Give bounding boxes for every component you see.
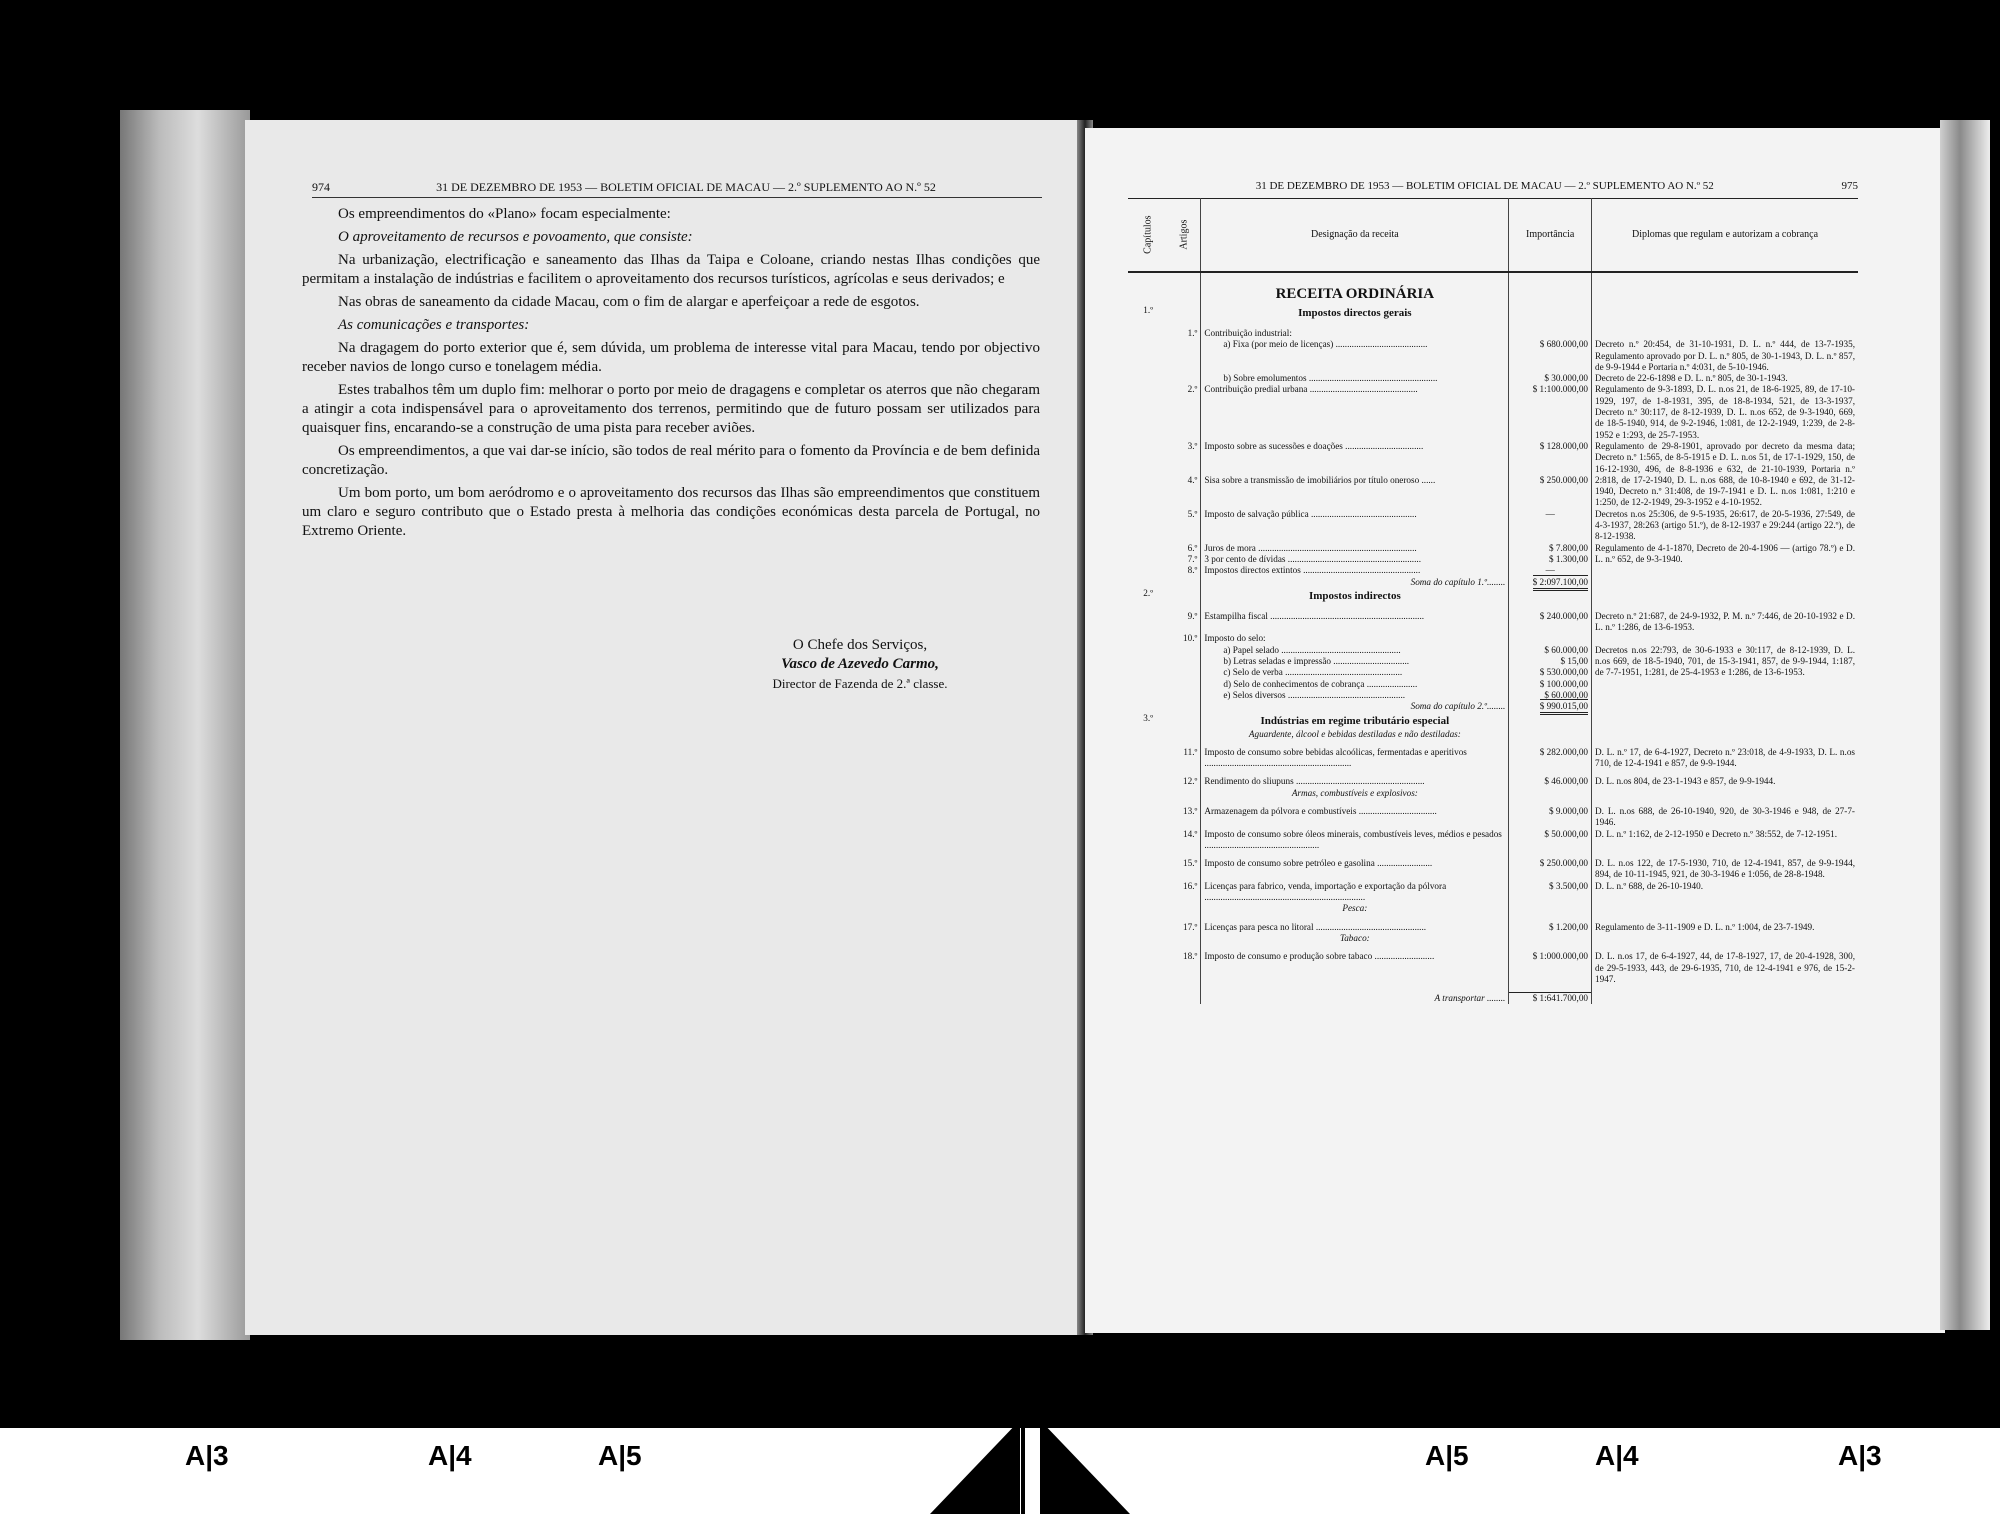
left-page-header-title: 31 DE DEZEMBRO DE 1953 — BOLETIM OFICIAL DE MACAU — 2.º SUPLEMENTO AO N.º 52 bbox=[436, 180, 936, 194]
table-row: b) Letras seladas e impressão ................................. $ 15,00 bbox=[1128, 656, 1858, 667]
film-marker: A|3 bbox=[185, 1440, 229, 1471]
col-header-chapters: Capítulos bbox=[1128, 199, 1168, 273]
right-page-number: 975 bbox=[1841, 180, 1858, 192]
paragraph: Os empreendimentos, a que vai dar-se início, são todos de real mérito para o fomento da Província e de bem definida concretização. bbox=[302, 443, 1040, 478]
table-row: 18.º Imposto de consumo e produção sobre tabaco .......................... $ 1:000.000,00 D. L. n.os 17, de 6-4-1927, 44, de 17-8-1927, 17, de 20-4-1928, 300, de 29-5-1933, 443, de 29-6-1935, 710, de 12-4-1941 e 976, de 15-2-1947. bbox=[1128, 951, 1858, 985]
signature-block bbox=[700, 636, 1020, 693]
table-row: 13.º Armazenagem da pólvora e combustíveis .................................. $ 9.000,00 D. L. n.os 688, de 26-10-1940, 920, de 30-3-1946 e 948, de 27-7-1946. bbox=[1128, 806, 1858, 829]
paragraph: Na dragagem do porto exterior que é, sem dúvida, um problema de interesse vital para Macau, tendo por objectivo receber navios de longo curso e tonelagem média. bbox=[302, 340, 1040, 375]
table-row: 9.º Estampilha fiscal ................................................................... $ 240.000,00 Decreto n.º 21:687, de 24-9-1932, P. M. n.º 7:446, de 20-10-1932 e D. L. n.º 1:286, de 13-6-1953. bbox=[1128, 611, 1858, 634]
book-edge-left bbox=[120, 110, 250, 1340]
signature-title: Director de Fazenda de 2.ª classe. bbox=[772, 676, 948, 691]
table-row: 5.º Imposto de salvação pública .............................................. — Decretos n.os 25:306, de 9-5-1935, 26:617, de 20-5-1936, 27:549, de 4-3-1937, 28:263 (artigo 51.º), de 8-12-1937 e 29:244 (artigo 22.º), de 8-12-1938. bbox=[1128, 509, 1858, 543]
main-heading: RECEITA ORDINÁRIA bbox=[1201, 272, 1509, 305]
table-header-row bbox=[1128, 199, 1858, 273]
left-page-header bbox=[312, 180, 1042, 198]
table-row: 10.º Imposto do selo: bbox=[1128, 633, 1858, 644]
film-notch-right bbox=[1040, 1420, 1130, 1514]
table-row: c) Selo de verba ................................................... $ 530.000,00 bbox=[1128, 667, 1858, 678]
table-row: 1.º Contribuição industrial: bbox=[1128, 328, 1858, 339]
col-header-designation: Designação da receita bbox=[1201, 199, 1509, 273]
table-row: 12.º Rendimento do sliupuns ........................................................ $ 46.000,00 D. L. n.os 804, de 23-1-1943 e 857, de 9-9-1944. bbox=[1128, 776, 1858, 787]
right-page-header-title: 31 DE DEZEMBRO DE 1953 — BOLETIM OFICIAL DE MACAU — 2.º SUPLEMENTO AO N.º 52 bbox=[1255, 180, 1714, 192]
film-marker: A|5 bbox=[598, 1440, 642, 1471]
film-divider bbox=[1021, 1420, 1025, 1514]
paragraph: As comunicações e transportes: bbox=[338, 317, 530, 333]
subsection-row: Tabaco: bbox=[1128, 933, 1858, 944]
table-row: a) Fixa (por meio de licenças) ........................................ $ 680.000,00 Decreto n.º 20:454, de 31-10-1931, D. L. n.º 444, de 13-7-1935, Regulamento aprovado por D. L. n.º 805, de 30-1-1943, D. L. n.º 857, de 9-9-1944 e Portaria n.º 4:031, de 5-10-1946. bbox=[1128, 339, 1858, 373]
section-title: Impostos directos gerais bbox=[1201, 305, 1509, 321]
paragraph: Na urbanização, electrificação e saneamento das Ilhas da Taipa e Coloane, criando nestas Ilhas condições que permitam a instalação de indústrias e facilitem o aproveitamento dos recursos turísticos, agrícolas e seus derivados; e bbox=[302, 252, 1040, 287]
table-row: a) Papel selado .................................................... $ 60.000,00 Decretos n.os 22:793, de 30-6-1933 e 30:117, de 8-12-1939, D. L. n.os 669, de 18-5-1940, 701, de 15-3-1941, 857, de 9-9-1944, 1:187, de 7-7-1951, 1:281, de 25-4-1953 e 1:286, de 13-6-1953. bbox=[1128, 645, 1858, 656]
right-page-header bbox=[1128, 180, 1858, 192]
revenue-table bbox=[1128, 198, 1858, 1004]
film-marker: A|4 bbox=[428, 1440, 472, 1471]
table-row: 11.º Imposto de consumo sobre bebidas alcoólicas, fermentadas e aperitivos ................................................................ $ 282.000,00 D. L. n.º 17, de 6-4-1927, Decreto n.º 23:018, de 4-9-1933, D. L. n.os 710, de 12-4-1941 e 857, de 9-9-1944. bbox=[1128, 747, 1858, 770]
chapter-number: 1.º bbox=[1143, 305, 1154, 315]
table-row: 6.º Juros de mora ..................................................................... $ 7.800,00 Regulamento de 4-1-1870, Decreto de 20-4-1906 — (artigo 78.º) e D. L. n.º 652, de 9-3-1940. bbox=[1128, 543, 1858, 554]
col-header-amount: Importância bbox=[1509, 199, 1592, 273]
table-row: b) Sobre emolumentos ........................................................ $ 30.000,00 Decreto de 22-6-1898 e D. L. n.º 805, de 30-1-1943. bbox=[1128, 373, 1858, 384]
table-row: 14.º Imposto de consumo sobre óleos minerais, combustíveis leves, médios e pesados .................................................. $ 50.000,00 D. L. n.º 1:162, de 2-12-1950 e Decreto n.º 38:552, de 7-12-1951. bbox=[1128, 829, 1858, 852]
film-notch-left bbox=[930, 1420, 1020, 1514]
table-row bbox=[1128, 272, 1858, 305]
section-row: 3.º Indústrias em regime tributário especial bbox=[1128, 713, 1858, 729]
chapter-sum-row: Soma do capítulo 2.º........ $ 990.015,00 bbox=[1128, 701, 1858, 712]
table-row: 3.º Imposto sobre as sucessões e doações .................................. $ 128.000,00 Regulamento de 29-8-1901, aprovado por decreto da mesma data; Decreto n.º 1:565, de 8-5-1915 e D. L. n.os 51, de 17-1-1929, 150, de 16-12-1930, 496, de 8-8-1936 e 632, de 21-10-1939, Portaria n.º 2:818, de 17-2-1940, D. L. n.os 688, de 10-8-1940 e 692, de 31-12-1940, Decreto n.º 31:408, de 19-7-1941 e D. L. n.os 1:081, 1:210 e 1:250, de 12-2-1949, 29-3-1952 e 4-10-1952. bbox=[1128, 441, 1858, 475]
signature-role: O Chefe dos Serviços, bbox=[792, 637, 928, 653]
table-row: 16.º Licenças para fabrico, venda, importação e exportação da pólvora ...................................................................... $ 3.500,00 D. L. n.º 688, de 26-10-1940. bbox=[1128, 881, 1858, 904]
film-marker: A|5 bbox=[1425, 1440, 1469, 1471]
table-row: 8.º Impostos directos extintos ................................................... — bbox=[1128, 565, 1858, 576]
film-marker: A|3 bbox=[1838, 1440, 1882, 1471]
subsection-row: Aguardente, álcool e bebidas destiladas e não destiladas: bbox=[1128, 729, 1858, 740]
paragraph: O aproveitamento de recursos e povoamento, que consiste: bbox=[338, 229, 693, 245]
signature-name: Vasco de Azevedo Carmo, bbox=[781, 656, 939, 672]
subsection-row: Armas, combustíveis e explosivos: bbox=[1128, 788, 1858, 799]
paragraph: Estes trabalhos têm um duplo fim: melhorar o porto por meio de dragagens e completar os aterros que não chegaram a atingir a cota indispensável para o aproveitamento dos terrenos, permitindo que de futuro possam ser utilizados para quaisquer fins, encarando-se a construção de uma pista para receber aviões. bbox=[302, 382, 1040, 436]
book-edge-right bbox=[1940, 120, 1990, 1330]
table-row: d) Selo de conhecimentos de cobrança ...................... $ 100.000,00 bbox=[1128, 679, 1858, 690]
table-row: e) Selos diversos ................................................... $ 60.000,00 bbox=[1128, 690, 1858, 701]
section-row bbox=[1128, 305, 1858, 321]
paragraph: Um bom porto, um bom aeródromo e o aproveitamento dos recursos das Ilhas são empreendimentos que constituem um claro e seguro contributo que o Estado presta à melhoria das condições económicas desta parcela de Portugal, no Extremo Oriente. bbox=[302, 485, 1040, 539]
film-marker: A|4 bbox=[1595, 1440, 1639, 1471]
paragraph: Os empreendimentos do «Plano» focam especialmente: bbox=[338, 206, 671, 222]
table-row: 4.º Sisa sobre a transmissão de imobiliários por título oneroso ...... $ 250.000,00 bbox=[1128, 475, 1858, 509]
paragraph: Nas obras de saneamento da cidade Macau, com o fim de alargar e aperfeiçoar a rede de esgotos. bbox=[338, 294, 920, 310]
left-page-number: 974 bbox=[312, 180, 330, 194]
carry-forward-row: A transportar ........ $ 1:641.700,00 bbox=[1128, 993, 1858, 1005]
subsection-row: Pesca: bbox=[1128, 903, 1858, 914]
section-row: 2.º Impostos indirectos bbox=[1128, 588, 1858, 604]
table-row: 15.º Imposto de consumo sobre petróleo e gasolina ........................ $ 250.000,00 D. L. n.os 122, de 17-5-1930, 710, de 12-4-1941, 857, de 9-9-1944, 894, de 10-11-1945, 921, de 30-3-1946 e 1:056, de 28-8-1948. bbox=[1128, 858, 1858, 881]
col-header-articles: Artigos bbox=[1168, 199, 1201, 273]
table-row: 7.º 3 por cento de dívidas .......................................................... $ 1.300,00 bbox=[1128, 554, 1858, 565]
col-header-diplomas: Diplomas que regulam e autorizam a cobrança bbox=[1592, 199, 1858, 273]
left-page-body bbox=[302, 205, 1040, 545]
table-row: 17.º Licenças para pesca no litoral ................................................ $ 1.200,00 Regulamento de 3-11-1909 e D. L. n.º 1:004, de 23-7-1949. bbox=[1128, 922, 1858, 933]
table-row: 2.º Contribuição predial urbana ............................................... $ 1:100.000,00 Regulamento de 9-3-1893, D. L. n.os 21, de 18-6-1925, 89, de 17-10-1929, 197, de 1-8-1931, 395, de 18-8-1934, 521, de 13-3-1937, Decreto n.º 30:117, de 8-12-1939, D. L. n.os 652, de 9-3-1940, 669, de 18-5-1940, 914, de 9-2-1946, 1:081, de 12-2-1949, 1:239, de 2-8-1952 e 1:293, de 25-7-1953. bbox=[1128, 384, 1858, 440]
chapter-sum-row: Soma do capítulo 1.º........ $ 2:097.100,00 bbox=[1128, 577, 1858, 588]
